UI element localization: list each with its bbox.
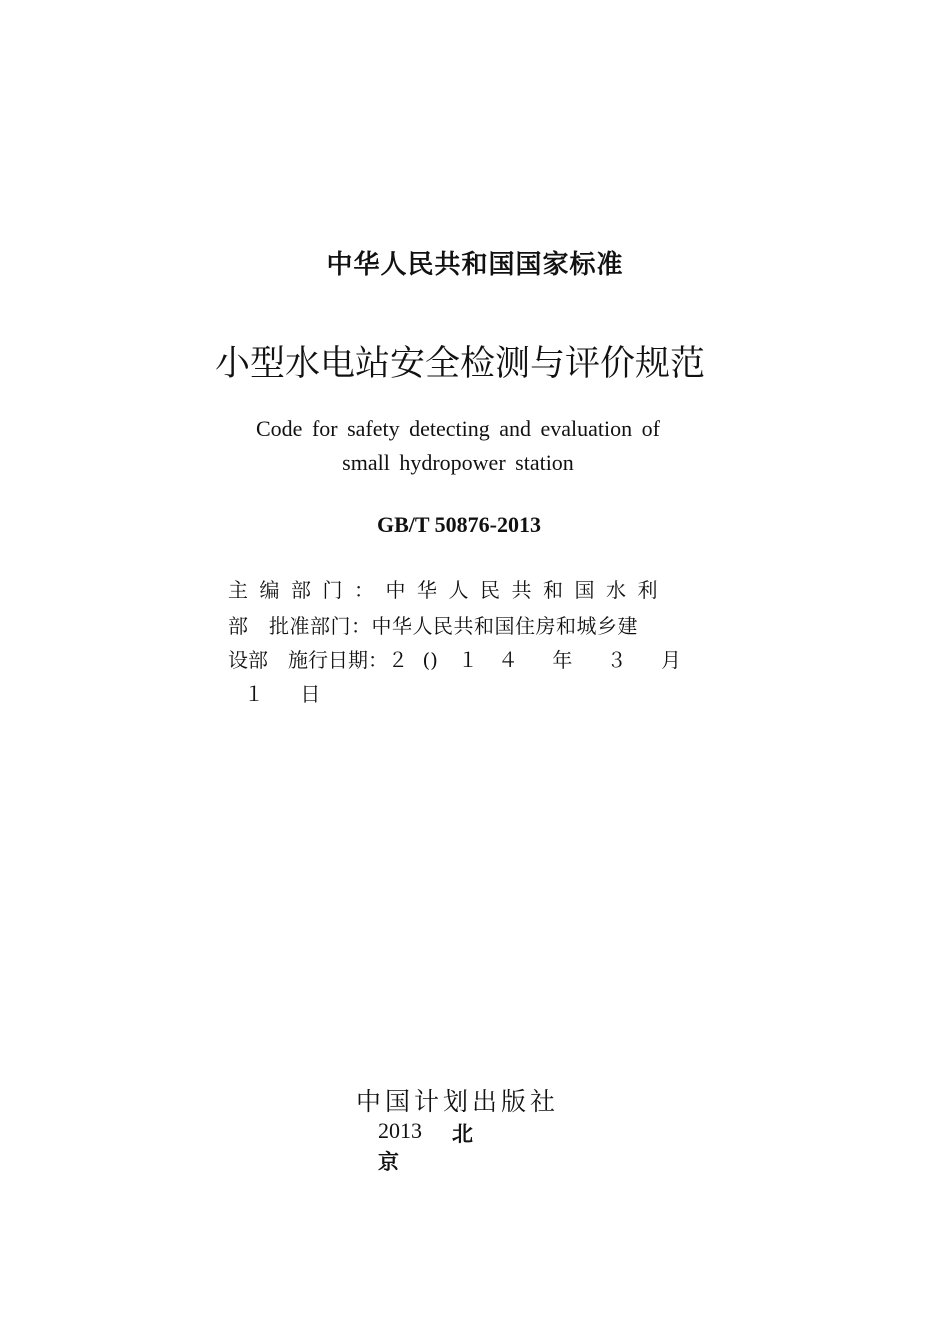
info-line-editing-department: 主编部门：中华人民共和国水利 xyxy=(228,578,669,602)
english-title-line-1: Code for safety detecting and evaluation of xyxy=(256,416,660,441)
publication-year: 2013 xyxy=(378,1118,422,1143)
standard-code-number: GB/T 50876-2013 xyxy=(376,512,541,537)
publication-city-part-2: 京 xyxy=(378,1150,399,1174)
info-line-effective-date-day: １ 日 xyxy=(244,682,321,706)
document-title-english xyxy=(0,412,916,480)
info-line-effective-date: 设部 施行日期：２ () １ ４ 年 ３ 月 xyxy=(228,648,682,672)
document-title-chinese: 小型水电站安全检测与评价规范 xyxy=(214,344,705,384)
english-title-line-2: small hydropower station xyxy=(342,450,574,475)
standard-type-heading: 中华人民共和国国家标准 xyxy=(326,250,624,280)
publication-city-part-1: 北 xyxy=(452,1122,473,1146)
info-line-approving-department: 部 批准部门：中华人民共和国住房和城乡建 xyxy=(228,614,638,638)
publisher-name: 中国计划出版社 xyxy=(356,1087,560,1116)
